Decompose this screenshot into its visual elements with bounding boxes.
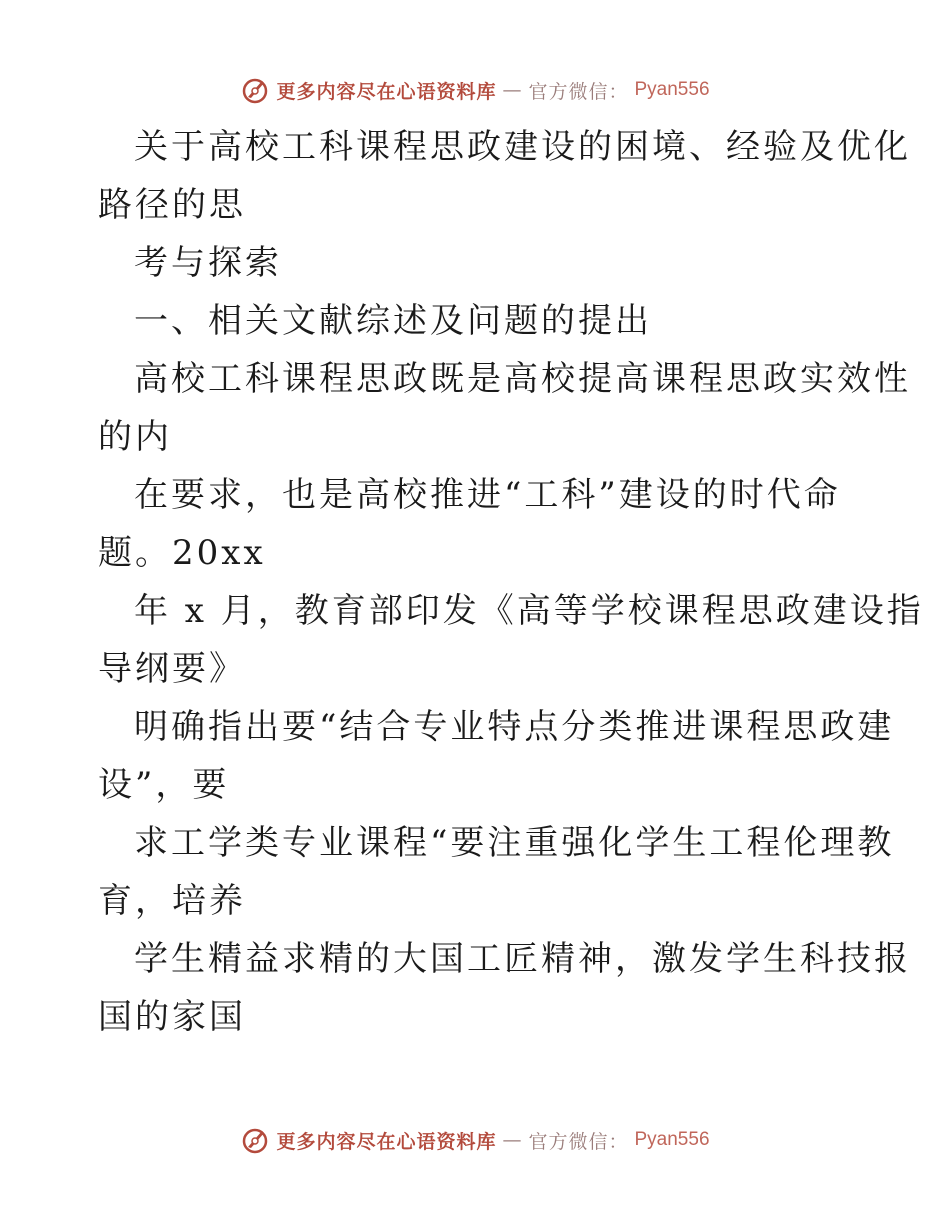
watermark-sub-text: 官方微信：	[528, 80, 629, 103]
text-line: 在要求，也是高校推进“工科”建设的时代命	[134, 475, 841, 515]
text-line: 的内	[98, 417, 172, 457]
quill-logo-icon	[240, 75, 270, 105]
text-line: 题。20xx	[98, 533, 266, 573]
watermark-id: Pyan556	[634, 79, 710, 100]
watermark-header	[0, 70, 950, 110]
text-line: 育，培养	[98, 881, 246, 921]
watermark-main-text: 更多内容尽在心语资料库	[276, 1130, 497, 1153]
watermark-dash: —	[502, 79, 523, 101]
watermark-main-text: 更多内容尽在心语资料库	[276, 80, 497, 103]
text-line: 导纲要》	[98, 649, 246, 689]
quill-logo-icon	[240, 1125, 270, 1155]
text-line: 年 x 月，教育部印发《高等学校课程思政建设指	[134, 591, 924, 631]
watermark-footer	[0, 1120, 950, 1160]
watermark-sub-text: 官方微信：	[528, 1130, 629, 1153]
text-line: 考与探索	[134, 243, 282, 283]
text-line: 高校工科课程思政既是高校提高课程思政实效性	[134, 359, 911, 399]
watermark-dash: —	[502, 1129, 523, 1151]
text-line: 路径的思	[98, 185, 246, 225]
text-line: 国的家国	[98, 997, 246, 1037]
text-line: 关于高校工科课程思政建设的困境、经验及优化	[134, 127, 911, 167]
text-line: 设”，要	[98, 765, 230, 805]
text-line: 学生精益求精的大国工匠精神，激发学生科技报	[134, 939, 911, 979]
section-heading: 一、相关文献综述及问题的提出	[134, 301, 652, 341]
watermark-id: Pyan556	[634, 1129, 710, 1150]
text-line: 明确指出要“结合专业特点分类推进课程思政建	[134, 707, 895, 747]
document-body	[98, 118, 924, 1046]
text-line: 求工学类专业课程“要注重强化学生工程伦理教	[134, 823, 895, 863]
